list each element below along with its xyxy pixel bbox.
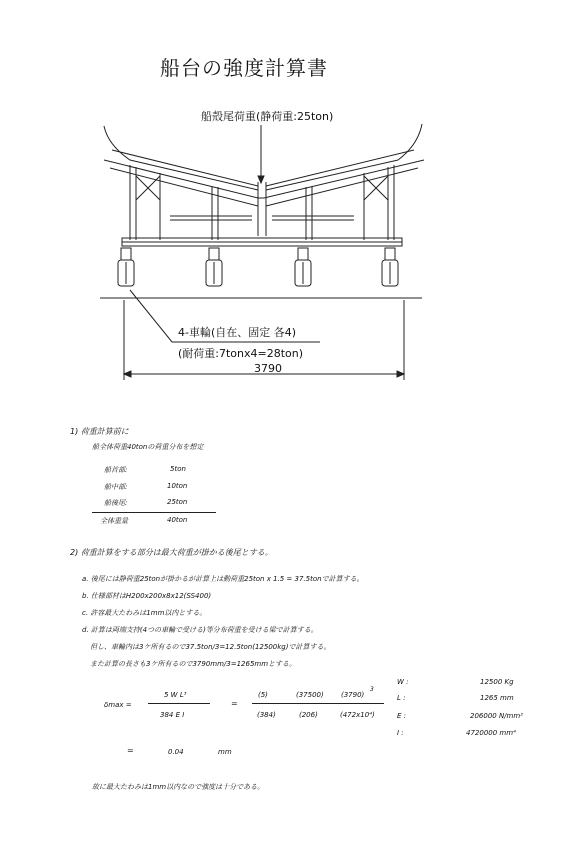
den2-c: (472x10⁴): [340, 711, 375, 719]
section1-heading: 1) 荷重計算前に: [70, 427, 129, 436]
den2-b: (206): [299, 711, 318, 719]
item-d: d. 計算は両端支持(4つの車輪で受ける)等分布荷重を受ける梁で計算する。: [82, 626, 318, 634]
row-value: 25ton: [167, 498, 188, 506]
page-title: 船台の強度計算書: [160, 56, 328, 80]
conclusion: 故に最大たわみは1mm以内なので強度は十分である。: [92, 783, 265, 791]
param-sym: L :: [397, 694, 406, 702]
total-label: 全体重量: [100, 517, 128, 525]
wheel-label-1: 4-車輪(自在、固定 各4): [178, 326, 297, 339]
param-sym: E :: [397, 712, 407, 720]
total-rule: [92, 512, 216, 513]
cradle-drawing: [0, 0, 564, 400]
item-b: b. 仕様部材はH200x200x8x12(SS400): [82, 592, 212, 600]
section1-intro: 船全体荷重40tonの荷重分布を想定: [92, 443, 204, 451]
param-value: 4720000 mm⁴: [466, 729, 516, 737]
wheel-2: [206, 248, 222, 286]
result-eq: =: [127, 746, 134, 755]
load-label: 船殻尾荷重(静荷重:25ton): [201, 110, 334, 123]
item-d-note1: 但し、車輪内は3ケ所有るので37.5ton/3=12.5ton(12500kg)で計算する。: [90, 643, 331, 651]
item-a: a. 後尾には静荷重25tonが掛かるが計算上は動荷重25ton x 1.5 = 37.5tonで計算する。: [82, 575, 364, 583]
param-sym: I :: [397, 729, 404, 737]
formula-den1: 384 E I: [160, 711, 185, 719]
num2-a: (5): [258, 691, 268, 699]
item-d-note2: また計算の長さも3ケ所有るので3790mm/3=1265mmとする。: [90, 660, 297, 668]
param-value: 12500 Kg: [480, 678, 514, 686]
section2-heading: 2) 荷重計算をする部分は最大荷重が掛かる後尾とする。: [70, 548, 273, 557]
num2-b: (37500): [296, 691, 324, 699]
total-value: 40ton: [167, 516, 188, 524]
num2-exp: 3: [370, 686, 374, 693]
fraction-bar-2: [252, 703, 384, 704]
row-label: 船後尾:: [104, 499, 128, 507]
row-value: 5ton: [170, 465, 186, 473]
row-value: 10ton: [167, 482, 188, 490]
width-dimension: 3790: [254, 362, 282, 375]
formula-num1: 5 W L³: [164, 691, 187, 699]
den2-a: (384): [257, 711, 276, 719]
result-value: 0.04: [168, 748, 184, 756]
formula-eq: =: [231, 699, 238, 708]
formula-lhs: δmax =: [104, 701, 132, 709]
wheel-1: [118, 248, 134, 286]
item-c: c. 許容最大たわみは1mm以内とする。: [82, 609, 207, 617]
row-label: 船首部:: [104, 466, 128, 474]
wheel-4: [382, 248, 398, 286]
param-sym: W :: [397, 678, 409, 686]
fraction-bar-1: [148, 703, 210, 704]
row-label: 船中部:: [104, 483, 128, 491]
param-value: 206000 N/mm²: [470, 712, 523, 720]
param-value: 1265 mm: [480, 694, 514, 702]
wheel-3: [295, 248, 311, 286]
wheel-label-2: (耐荷重:7tonx4=28ton): [178, 347, 304, 360]
num2-c: (3790): [341, 691, 365, 699]
result-unit: mm: [218, 748, 232, 756]
